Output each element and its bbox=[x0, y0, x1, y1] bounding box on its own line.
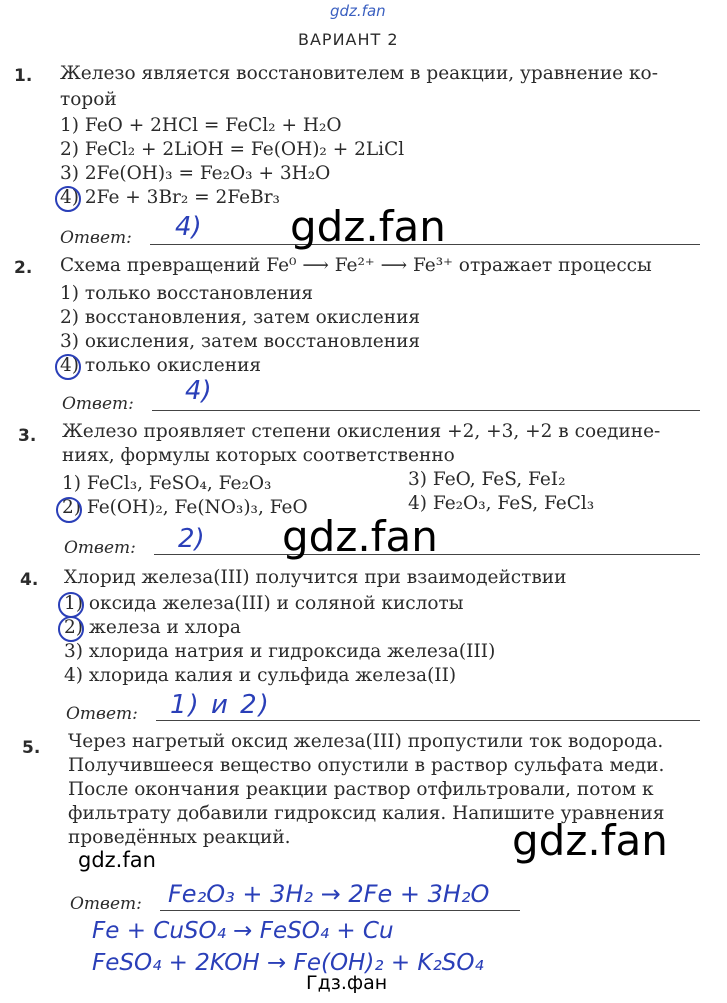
question-2-option-3: 3) окисления, затем восстановления bbox=[60, 331, 421, 352]
question-3-option-2: 2) Fe(OH)₂, Fe(NO₃)₃, FeO bbox=[62, 497, 308, 518]
question-1-option-1: 1) FeO + 2HCl = FeCl₂ + H₂O bbox=[60, 115, 342, 136]
watermark-top: gdz.fan bbox=[330, 2, 386, 20]
question-1-answer-label: Ответ: bbox=[60, 228, 132, 248]
question-5-text-line-3: После окончания реакции раствор отфильтровали, потом к bbox=[68, 779, 654, 800]
question-1-option-2: 2) FeCl₂ + 2LiOH = Fe(OH)₂ + 2LiCl bbox=[60, 139, 405, 160]
question-1-handwritten-answer: 4) bbox=[175, 212, 202, 242]
question-2-handwritten-answer: 4) bbox=[185, 376, 212, 406]
question-4-answer-line bbox=[156, 720, 700, 721]
question-1-option-4: 4) 2Fe + 3Br₂ = 2FeBr₃ bbox=[60, 187, 280, 208]
watermark: gdz.fan bbox=[282, 512, 438, 561]
selected-option-circle bbox=[56, 497, 82, 523]
question-2-text-line-1: Схема превращений Fe⁰ ⟶ Fe²⁺ ⟶ Fe³⁺ отражает процессы bbox=[60, 255, 652, 276]
question-3-number: 3. bbox=[18, 426, 37, 446]
selected-option-circle bbox=[55, 186, 81, 212]
question-2-answer-line bbox=[152, 410, 700, 411]
question-3-handwritten-answer: 2) bbox=[178, 524, 205, 554]
variant-title: ВАРИАНТ 2 bbox=[298, 30, 399, 49]
question-4-text-line-1: Хлорид железа(III) получится при взаимодействии bbox=[64, 567, 567, 588]
question-3-option-3: 3) FeO, FeS, FeI₂ bbox=[408, 469, 566, 490]
watermark: gdz.fan bbox=[512, 816, 668, 865]
question-2-number: 2. bbox=[14, 258, 33, 278]
question-4-option-4: 4) хлорида калия и сульфида железа(II) bbox=[64, 665, 457, 686]
question-1-text-line-1: Железо является восстановителем в реакции, уравнение ко- bbox=[60, 63, 658, 84]
question-1-text-line-2: торой bbox=[60, 89, 117, 110]
question-5-text-line-1: Через нагретый оксид железа(III) пропустили ток водорода. bbox=[68, 731, 664, 752]
question-5-handwritten-line-1: Fe₂O₃ + 3H₂ → 2Fe + 3H₂O bbox=[168, 880, 490, 908]
question-4-option-2: 2) железа и хлора bbox=[64, 617, 241, 638]
selected-option-circle bbox=[58, 592, 84, 618]
selected-option-circle bbox=[55, 354, 81, 380]
question-4-option-1: 1) оксида железа(III) и соляной кислоты bbox=[64, 593, 464, 614]
selected-option-circle bbox=[58, 616, 84, 642]
question-5-handwritten-line-3: FeSO₄ + 2KOH → Fe(OH)₂ + K₂SO₄ bbox=[92, 950, 484, 976]
question-5-text-line-5: проведённых реакций. bbox=[68, 827, 291, 848]
footer-watermark: Гдз.фан bbox=[306, 972, 388, 994]
question-5-handwritten-line-2: Fe + CuSO₄ → FeSO₄ + Cu bbox=[92, 918, 394, 944]
question-2-answer-label: Ответ: bbox=[62, 394, 134, 414]
question-3-option-4: 4) Fe₂O₃, FeS, FeCl₃ bbox=[408, 493, 595, 514]
watermark: gdz.fan bbox=[78, 848, 156, 872]
question-5-number: 5. bbox=[22, 738, 41, 758]
question-2-option-4: 4) только окисления bbox=[60, 355, 262, 376]
question-5-answer-line bbox=[160, 910, 520, 911]
question-2-option-1: 1) только восстановления bbox=[60, 283, 314, 304]
question-5-text-line-4: фильтрату добавили гидроксид калия. Напишите уравнения bbox=[68, 803, 665, 824]
question-1-number: 1. bbox=[14, 66, 33, 86]
question-4-option-3: 3) хлорида натрия и гидроксида железа(III) bbox=[64, 641, 496, 662]
question-5-answer-label: Ответ: bbox=[70, 894, 142, 914]
watermark: gdz.fan bbox=[290, 202, 446, 251]
question-1-option-3: 3) 2Fe(OH)₃ = Fe₂O₃ + 3H₂O bbox=[60, 163, 331, 184]
question-4-handwritten-answer: 1) и 2) bbox=[170, 690, 271, 720]
question-3-option-1: 1) FeCl₃, FeSO₄, Fe₂O₃ bbox=[62, 473, 272, 494]
question-4-number: 4. bbox=[20, 570, 39, 590]
question-4-answer-label: Ответ: bbox=[66, 704, 138, 724]
question-3-text-line-1: Железо проявляет степени окисления +2, +3, +2 в соедине- bbox=[62, 421, 661, 442]
question-2-option-2: 2) восстановления, затем окисления bbox=[60, 307, 421, 328]
question-3-text-line-2: ниях, формулы которых соответственно bbox=[62, 445, 455, 466]
question-5-text-line-2: Получившееся вещество опустили в раствор сульфата меди. bbox=[68, 755, 665, 776]
question-3-answer-label: Ответ: bbox=[64, 538, 136, 558]
